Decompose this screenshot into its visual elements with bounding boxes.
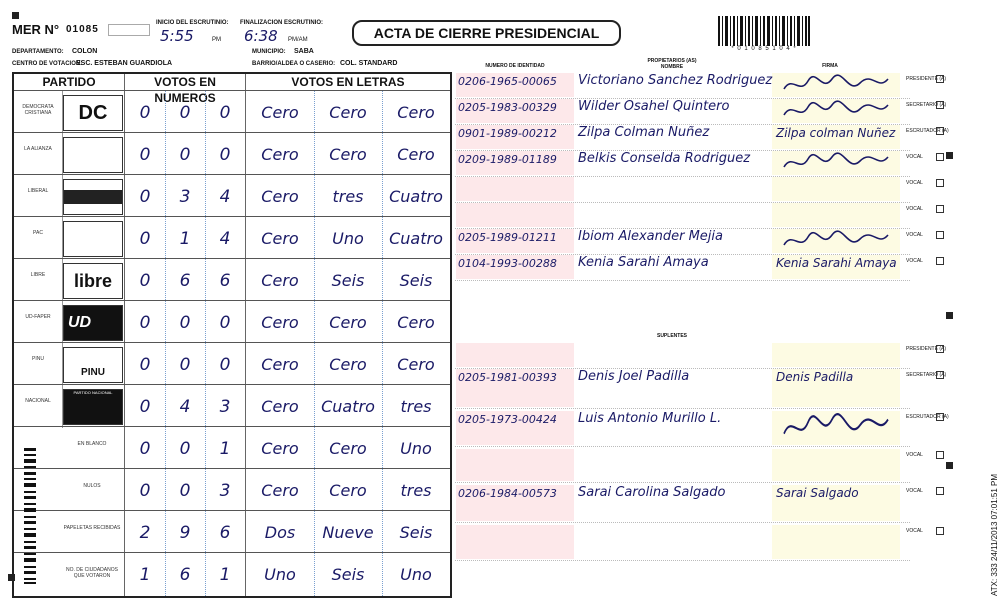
vote-word: Cero: [397, 355, 435, 374]
identity-number: 0205-1989-01211: [458, 231, 557, 244]
signature-text: Denis Padilla: [776, 370, 854, 384]
signature-scribble: [782, 229, 892, 253]
signature-text: Sarai Salgado: [776, 486, 859, 500]
document-title: ACTA DE CIERRE PRESIDENCIAL: [352, 20, 621, 46]
fin-label: FINALIZACION ESCRUTINIO:: [240, 20, 323, 26]
role-label: VOCAL: [906, 206, 923, 212]
role-label: VOCAL: [906, 488, 923, 494]
role-checkbox[interactable]: [936, 345, 944, 353]
role-label: VOCAL: [906, 258, 923, 264]
vote-word: Uno: [400, 565, 432, 584]
vote-row: [14, 90, 450, 133]
vote-digit: 6: [219, 523, 231, 543]
vote-digit: 2: [139, 523, 151, 543]
municipio-label: MUNICIPIO:: [252, 49, 286, 55]
vote-digit: 1: [139, 565, 151, 585]
id-cell: [456, 449, 574, 481]
vote-word: Uno: [332, 229, 364, 248]
vote-row: [14, 510, 450, 553]
party-name: NACIONAL: [25, 398, 51, 404]
person-name: Luis Antonio Murillo L.: [578, 411, 722, 426]
centro-label: CENTRO DE VOTACION:: [12, 61, 83, 67]
signature-cell: [772, 343, 900, 367]
party-logo: [63, 221, 123, 257]
vote-row: [14, 258, 450, 301]
col-numeros: VOTOS EN NUMEROS: [125, 74, 246, 91]
propietarios-header: PROPIETARIOS (AS): [647, 58, 697, 64]
id-cell: [456, 343, 574, 367]
party-name: UD-FAPER: [25, 314, 51, 320]
person-name: Sarai Carolina Salgado: [578, 485, 726, 500]
person-name: Ibiom Alexander Mejia: [578, 229, 723, 244]
vote-word: Cero: [329, 145, 367, 164]
vote-word: tres: [332, 187, 364, 206]
vote-digit: 3: [179, 187, 191, 207]
vote-digit: 0: [139, 145, 151, 165]
role-checkbox[interactable]: [936, 371, 944, 379]
vote-digit: 0: [139, 271, 151, 291]
mer-number: 01085: [66, 24, 99, 35]
role-checkbox[interactable]: [936, 205, 944, 213]
vote-word: Cero: [329, 355, 367, 374]
vote-row: [14, 468, 450, 511]
vote-word: Cero: [261, 103, 299, 122]
col-firma: FIRMA: [822, 63, 838, 69]
vote-digit: 4: [219, 229, 231, 249]
vote-word: Seis: [331, 565, 365, 584]
inicio-suffix: PM: [212, 37, 221, 43]
vote-word: Cero: [261, 355, 299, 374]
person-name: Zilpa Colman Nuñez: [578, 125, 710, 140]
fin-time: 6:38: [244, 27, 278, 45]
vote-word: Cero: [261, 313, 299, 332]
row-divider: [455, 482, 910, 483]
person-name: Belkis Conselda Rodriguez: [578, 151, 751, 166]
vote-digit: 0: [139, 481, 151, 501]
registration-mark: [946, 152, 953, 159]
logo-stamp: [108, 24, 150, 36]
inicio-label: INICIO DEL ESCRUTINIO:: [156, 20, 229, 26]
person-name: Wilder Osahel Quintero: [578, 99, 730, 114]
person-name: Denis Joel Padilla: [578, 369, 690, 384]
vote-digit: 0: [139, 313, 151, 333]
role-label: VOCAL: [906, 180, 923, 186]
side-barcode: [24, 448, 36, 584]
vote-digit: 0: [219, 313, 231, 333]
vote-digit: 0: [219, 355, 231, 375]
vote-word: Dos: [264, 523, 296, 542]
signature-text: Zilpa colman Nuñez: [776, 126, 896, 140]
col-partido: PARTIDO: [14, 74, 125, 91]
role-label: SECRETARIO (A): [906, 102, 947, 108]
departamento-value: COLON: [72, 48, 98, 55]
inicio-time: 5:55: [160, 27, 194, 45]
vote-digit: 3: [219, 397, 231, 417]
id-cell: [456, 177, 574, 201]
role-checkbox[interactable]: [936, 451, 944, 459]
vote-row: [14, 552, 450, 595]
role-label: PRESIDENTE (A): [906, 76, 947, 82]
party-logo: [63, 137, 123, 173]
vote-digit: 1: [179, 229, 191, 249]
vote-digit: 0: [139, 187, 151, 207]
vote-digit: 0: [139, 397, 151, 417]
role-checkbox[interactable]: [936, 101, 944, 109]
vote-row: [14, 426, 450, 469]
vote-digit: 0: [179, 103, 191, 123]
signature-scribble: [782, 73, 892, 97]
signature-cell: [772, 203, 900, 227]
municipio-value: SABA: [294, 48, 314, 55]
signature-cell: [772, 177, 900, 201]
vote-digit: 0: [179, 439, 191, 459]
row-divider: [455, 408, 910, 409]
vote-digit: 0: [179, 313, 191, 333]
vote-digit: 3: [219, 481, 231, 501]
vote-word: Cero: [261, 397, 299, 416]
party-logo: libre: [63, 263, 123, 299]
vote-word: Cero: [261, 439, 299, 458]
party-name: NO. DE CIUDADANOS QUE VOTARON: [66, 567, 118, 579]
vote-digit: 6: [179, 271, 191, 291]
signature-cell: [772, 525, 900, 559]
role-checkbox[interactable]: [936, 75, 944, 83]
vote-digit: 0: [219, 145, 231, 165]
vote-digit: 0: [179, 145, 191, 165]
vote-row: [14, 384, 450, 427]
signature-scribble: [782, 151, 892, 175]
role-label: VOCAL: [906, 232, 923, 238]
party-name: EN BLANCO: [77, 441, 107, 447]
vote-word: Cero: [329, 481, 367, 500]
vote-word: tres: [400, 481, 432, 500]
signature-text: Kenia Sarahi Amaya: [776, 256, 897, 270]
id-cell: [456, 525, 574, 559]
vote-word: Cero: [261, 481, 299, 500]
role-checkbox[interactable]: [936, 413, 944, 421]
registration-mark: [946, 462, 953, 469]
party-name: DEMOCRATA CRISTIANA: [22, 104, 54, 116]
vote-word: Seis: [331, 271, 365, 290]
suplentes-header: SUPLENTES: [656, 333, 687, 339]
vote-word: Uno: [400, 439, 432, 458]
party-name: LIBRE: [30, 272, 46, 278]
person-name: Victoriano Sanchez Rodriguez: [578, 73, 773, 88]
identity-number: 0901-1989-00212: [458, 127, 557, 140]
role-checkbox[interactable]: [936, 487, 944, 495]
vote-digit: 1: [219, 439, 231, 459]
vote-word: Nueve: [322, 523, 374, 542]
signature-scribble: [782, 99, 892, 123]
vote-word: Seis: [399, 271, 433, 290]
role-label: ESCRUTADOR (A): [906, 414, 949, 420]
role-label: VOCAL: [906, 154, 923, 160]
row-divider: [455, 280, 910, 281]
vote-word: Uno: [264, 565, 296, 584]
vote-row: [14, 132, 450, 175]
vote-word: Cero: [397, 313, 435, 332]
barrio-label: BARRIO/ALDEA O CASERIO:: [252, 61, 336, 67]
vote-digit: 0: [219, 103, 231, 123]
vote-word: Cero: [261, 145, 299, 164]
vote-word: Cero: [397, 103, 435, 122]
party-logo: PARTIDO NACIONAL: [63, 389, 123, 425]
registration-mark: [12, 12, 19, 19]
vote-word: Cuatro: [389, 229, 443, 248]
vote-digit: 0: [139, 439, 151, 459]
barcode: [718, 16, 810, 46]
identity-number: 0205-1981-00393: [458, 371, 557, 384]
party-name: PAC: [33, 230, 43, 236]
vote-digit: 0: [179, 481, 191, 501]
barcode-number: * 0 1 0 8 5 1 0 4 *: [731, 46, 797, 52]
centro-value: ESC. ESTEBAN GUARDIOLA: [76, 60, 173, 67]
vote-word: tres: [400, 397, 432, 416]
role-checkbox[interactable]: [936, 127, 944, 135]
party-name: PAPELETAS RECIBIDAS: [63, 525, 121, 531]
party-name: LIBERAL: [27, 188, 49, 194]
role-checkbox[interactable]: [936, 231, 944, 239]
vote-word: Cero: [261, 229, 299, 248]
row-divider: [455, 560, 910, 561]
registration-mark: [8, 574, 15, 581]
departamento-label: DEPARTAMENTO:: [12, 49, 64, 55]
person-name: Kenia Sarahi Amaya: [578, 255, 709, 270]
identity-number: 0206-1965-00065: [458, 75, 557, 88]
identity-number: 0205-1983-00329: [458, 101, 557, 114]
vote-word: Cero: [329, 313, 367, 332]
signature-cell: [772, 449, 900, 481]
mer-label: MER N°: [12, 22, 60, 37]
vote-digit: 0: [139, 229, 151, 249]
vote-digit: 1: [219, 565, 231, 585]
role-checkbox[interactable]: [936, 153, 944, 161]
party-logo: [63, 179, 123, 215]
vote-word: Cero: [261, 271, 299, 290]
role-label: SECRETARIO (A): [906, 372, 947, 378]
vote-digit: 0: [139, 103, 151, 123]
signature-scribble: [782, 411, 892, 445]
vote-digit: 6: [219, 271, 231, 291]
party-logo: PINU: [63, 347, 123, 383]
party-name: PINU: [32, 356, 44, 362]
col-letras: VOTOS EN LETRAS: [246, 74, 450, 91]
role-label: VOCAL: [906, 452, 923, 458]
identity-number: 0205-1973-00424: [458, 413, 557, 426]
identity-number: 0104-1993-00288: [458, 257, 557, 270]
party-name: LA ALIANZA: [24, 146, 52, 152]
role-checkbox[interactable]: [936, 527, 944, 535]
vote-digit: 0: [179, 355, 191, 375]
party-logo: UD: [63, 305, 123, 341]
party-logo: DC: [63, 95, 123, 131]
row-divider: [455, 446, 910, 447]
vote-row: [14, 174, 450, 217]
registration-mark: [946, 312, 953, 319]
row-divider: [455, 522, 910, 523]
vote-row: [14, 342, 450, 385]
vote-word: Cero: [329, 439, 367, 458]
barrio-value: COL. STANDARD: [340, 60, 398, 67]
vote-digit: 4: [219, 187, 231, 207]
identity-number: 0206-1984-00573: [458, 487, 557, 500]
col-nombre: NOMBRE: [660, 64, 684, 70]
vote-digit: 9: [179, 523, 191, 543]
fin-suffix: PM/AM: [288, 37, 308, 43]
role-checkbox[interactable]: [936, 179, 944, 187]
role-label: VOCAL: [906, 528, 923, 534]
side-stamp: ATX: 333 24/11/2013 07:01:51 PM: [990, 473, 999, 596]
role-label: PRESIDENTE (A): [906, 346, 947, 352]
vote-word: Seis: [399, 523, 433, 542]
vote-row: [14, 300, 450, 343]
role-checkbox[interactable]: [936, 257, 944, 265]
vote-row: [14, 216, 450, 259]
vote-word: Cuatro: [321, 397, 375, 416]
vote-digit: 6: [179, 565, 191, 585]
col-identidad: NUMERO DE IDENTIDAD: [485, 63, 545, 69]
id-cell: [456, 203, 574, 227]
vote-digit: 0: [139, 355, 151, 375]
vote-word: Cero: [397, 145, 435, 164]
identity-number: 0209-1989-01189: [458, 153, 557, 166]
party-name: NULOS: [83, 483, 101, 489]
vote-word: Cero: [261, 187, 299, 206]
vote-word: Cero: [329, 103, 367, 122]
vote-digit: 4: [179, 397, 191, 417]
role-label: ESCRUTADOR (A): [906, 128, 949, 134]
vote-table: [12, 72, 452, 598]
vote-word: Cuatro: [389, 187, 443, 206]
